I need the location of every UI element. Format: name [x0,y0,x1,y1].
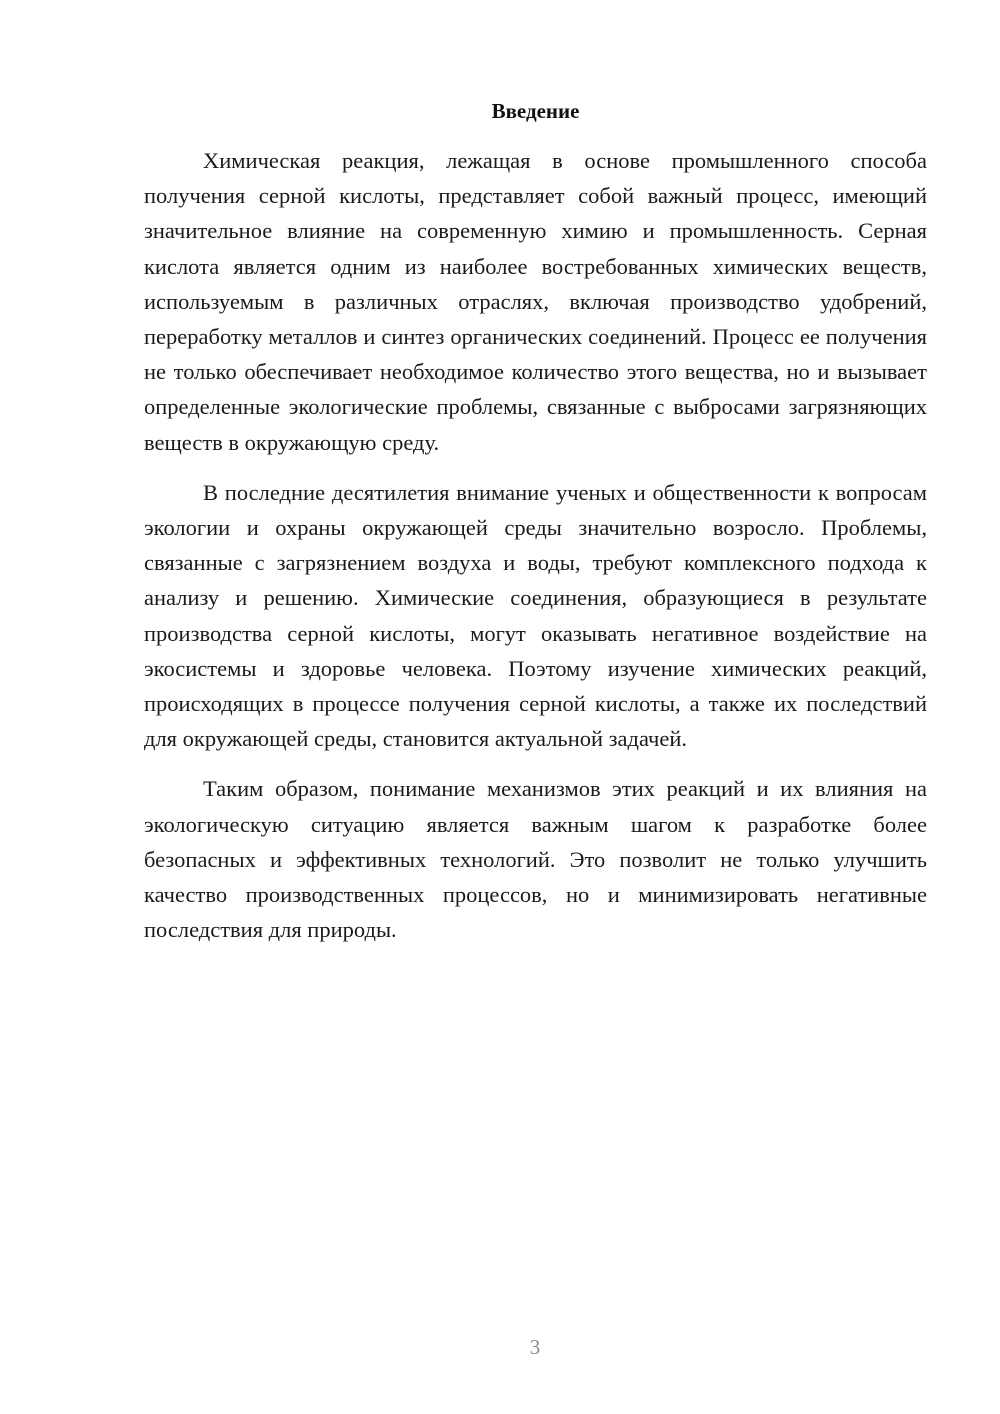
section-heading: Введение [491,99,580,123]
paragraph-1: Химическая реакция, лежащая в основе промышленного способа получения серной кислоты, представляет собой важный процесс, имеющий значительное влияние на современную химию и промышленность. Серная кислота является одним из наиболее востребованных химических веществ, используемым в различных отраслях, включая производство удобрений, переработку металлов и синтез органических соединений. Процесс ее получения не только обеспечивает необходимое количество этого вещества, но и вызывает определенные экологические проблемы, связанные с выбросами загрязняющих веществ в окружающую среду. [144,148,927,455]
paragraph-2: В последние десятилетия внимание ученых и общественности к вопросам экологии и охраны окружающей среды значительно возросло. Проблемы, связанные с загрязнением воздуха и воды, требуют комплексного подхода к анализу и решению. Химические соединения, образующиеся в результате производства серной кислоты, могут оказывать негативное воздействие на экосистемы и здоровье человека. Поэтому изучение химических реакций, происходящих в процессе получения серной кислоты, а также их последствий для окружающей среды, становится актуальной задачей. [144,479,927,752]
page-number: 3 [529,1335,541,1359]
paragraph-3: Таким образом, понимание механизмов этих реакций и их влияния на экологическую ситуацию является важным шагом к разработке более безопасных и эффективных технологий. Это позволит не только улучшить качество производственных процессов, но и минимизировать негативные последствия для природы. [144,776,927,943]
body-text [144,143,927,962]
